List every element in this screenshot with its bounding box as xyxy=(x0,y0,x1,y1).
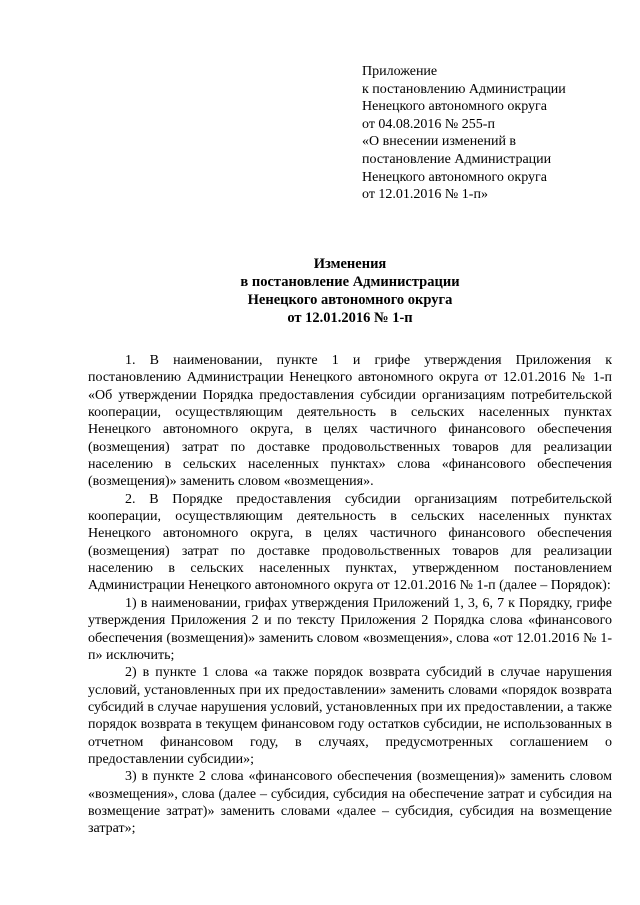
paragraph-1: 1. В наименовании, пункте 1 и грифе утверждения Приложения к постановлению Администрации Ненецкого автономного округа от 12.01.2016 № 1-п «Об утверждении Порядка предоставления субсидии организациям потребительской кооперации, осуществляющим деятельность в сельских населенных пунктах Ненецкого автономного округа, в целях частичного финансового обеспечения (возмещения) затрат по доставке продовольственных товаров для реализации населению в сельских населенных пунктах» слова «финансового обеспечения (возмещения)» заменить словом «возмещения». xyxy=(88,353,612,490)
appendix-line: Приложение xyxy=(362,64,438,79)
appendix-line: постановление Администрации xyxy=(362,151,552,167)
title-line: Ненецкого автономного округа xyxy=(247,292,453,308)
paragraph-2-1: 1) в наименовании, грифах утверждения Приложений 1, 3, 6, 7 к Порядку, грифе утверждения Приложения 2 и по тексту Приложения 2 Порядка слова «финансового обеспечения (возмещения)» заменить словом «возмещения», слова «от 12.01.2016 № 1-п» исключить; xyxy=(88,595,612,663)
document-body xyxy=(88,352,612,838)
paragraph-2: 2. В Порядке предоставления субсидии организациям потребительской кооперации, осуществляющим деятельность в сельских населенных пунктах Ненецкого автономного округа, в целях частичного финансового обеспечения (возмещения) затрат по доставке продовольственных товаров для реализации населению в сельских населенных пунктах, утвержденном постановлением Администрации Ненецкого автономного округа от 12.01.2016 № 1-п (далее – Порядок): xyxy=(88,491,612,594)
title-line: от 12.01.2016 № 1-п xyxy=(287,310,413,326)
appendix-header xyxy=(362,63,622,204)
appendix-line: от 04.08.2016 № 255-п xyxy=(362,116,495,132)
document-title xyxy=(90,255,610,327)
appendix-line: от 12.01.2016 № 1-п» xyxy=(362,187,488,203)
paragraph-2-3: 3) в пункте 2 слова «финансового обеспечения (возмещения)» заменить словом «возмещения», слова (далее – субсидия, субсидия на обеспечение затрат и субсидия на возмещение затрат)» заменить словами «далее – субсидия, субсидия на возмещение затрат»; xyxy=(88,769,612,837)
title-line: Изменения xyxy=(313,256,387,272)
appendix-line: к постановлению Администрации xyxy=(362,81,566,97)
paragraph-2-2: 2) в пункте 1 слова «а также порядок возврата субсидий в случае нарушения условий, установленных при их предоставлении» заменить словами «порядок возврата субсидий в случае нарушения условий, установленных при их предоставлении, а также порядок возврата в текущем финансовом году остатков субсидии, не использованных в отчетном финансовом году, в случаях, предусмотренных соглашением о предоставлении субсидии»; xyxy=(88,665,612,767)
appendix-line: Ненецкого автономного округа xyxy=(362,169,547,185)
title-line: в постановление Администрации xyxy=(240,274,460,290)
appendix-line: Ненецкого автономного округа xyxy=(362,99,547,115)
appendix-line: «О внесении изменений в xyxy=(362,134,517,150)
